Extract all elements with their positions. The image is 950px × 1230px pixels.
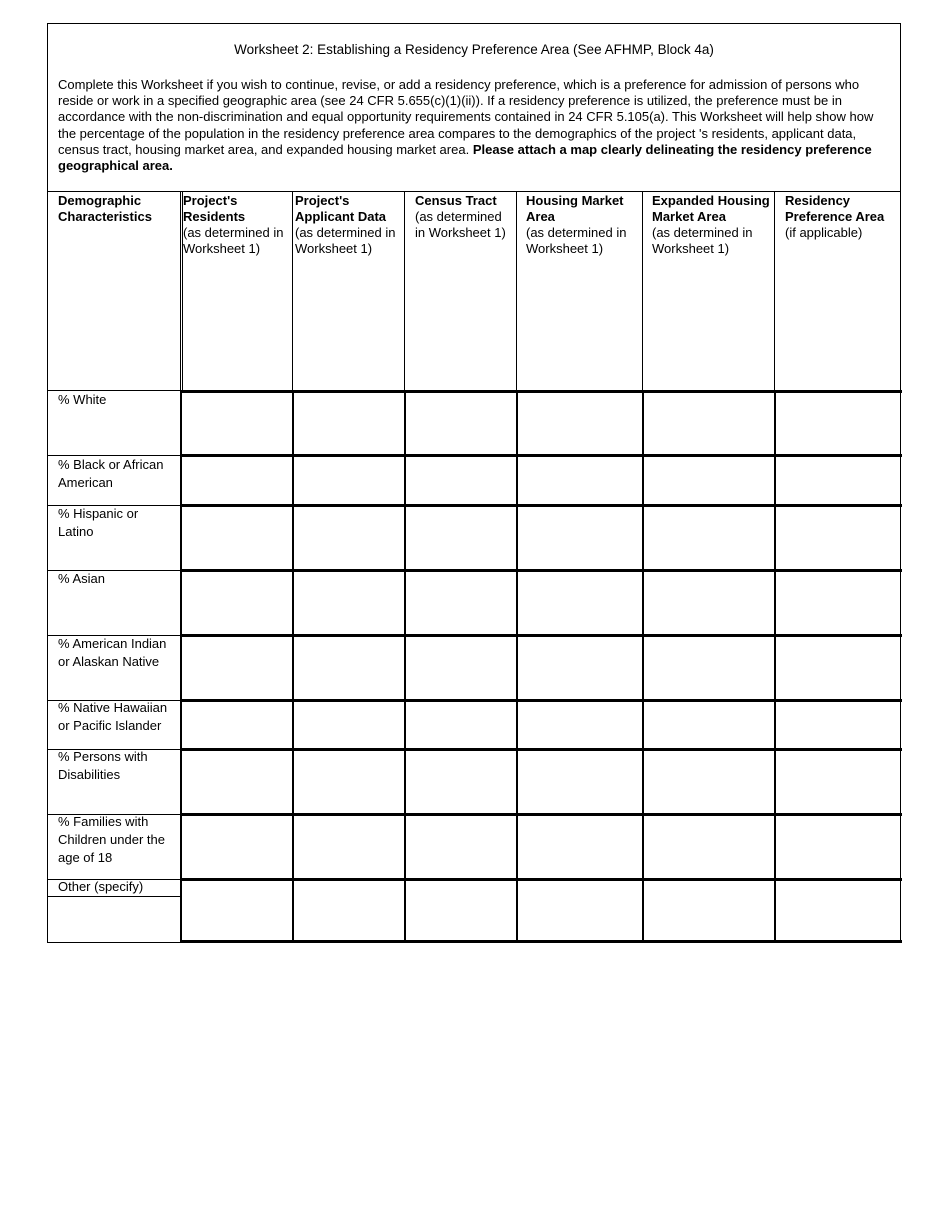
column-header-note: (as determined in Worksheet 1) <box>526 225 627 256</box>
input-cell[interactable] <box>518 393 642 454</box>
row-label-native-hawaiian: % Native Hawaiian or Pacific Islander <box>58 700 168 733</box>
column-header-title: Housing Market Area <box>526 193 624 224</box>
row-label-american-indian: % American Indian or Alaskan Native <box>58 636 167 669</box>
row-label-disabilities: % Persons with Disabilities <box>58 749 148 782</box>
input-cell[interactable] <box>644 393 774 454</box>
grid-col-line <box>180 390 182 943</box>
grid-col-line <box>516 390 518 943</box>
grid-line <box>180 813 902 816</box>
header-col-divider <box>180 192 181 391</box>
worksheet-title: Worksheet 2: Establishing a Residency Preference Area (See AFHMP, Block 4a) <box>234 42 714 57</box>
input-cell[interactable] <box>294 393 404 454</box>
grid-line <box>180 699 902 702</box>
column-header-residents <box>183 193 291 257</box>
instructions-text: Complete this Worksheet if you wish to continue, revise, or add a residency preference, which is a preference for admission of persons who reside or work in a specified geographic area (see 24 CFR 5.655(c)(1)(ii)). If a residency preference is utilized, the preference must be in accordance with the non-discrimination and equal opportunity requirements contained in 24 CFR 5.105(a). This Worksheet will help show how the percentage of the population in the residency preference area compares to the demographics of the project 's residents, applicant data, census tract, housing market area, and expanded housing market area. <box>58 77 874 157</box>
header-col-divider <box>774 192 775 391</box>
grid-line <box>180 940 902 943</box>
column-header-title: Project's Residents <box>183 193 246 224</box>
header-col-divider <box>642 192 643 391</box>
row-label-families-children: % Families with Children under the age of 18 <box>58 814 165 865</box>
column-header-note: (as determined in Worksheet 1) <box>415 209 506 240</box>
other-specify-input[interactable] <box>58 897 178 940</box>
row-label-other: Other (specify) <box>58 879 144 894</box>
grid-col-line <box>642 390 644 943</box>
row-label-black: % Black or African American <box>58 457 164 490</box>
column-header-housing-market <box>526 193 638 257</box>
row-label-asian: % Asian <box>58 571 105 586</box>
column-header-title: Project's Applicant Data <box>295 193 387 224</box>
column-header-expanded-market <box>652 193 770 257</box>
input-cell[interactable] <box>406 393 516 454</box>
header-col-divider <box>404 192 405 391</box>
header-divider <box>48 191 900 192</box>
input-cell[interactable] <box>776 393 900 454</box>
grid-line <box>180 504 902 507</box>
column-header-note: (as determined in Worksheet 1) <box>652 225 753 256</box>
grid-col-line <box>404 390 406 943</box>
input-cell[interactable] <box>182 393 292 454</box>
instructions-paragraph <box>58 77 894 174</box>
grid-col-line <box>774 390 776 943</box>
column-header-note: (if applicable) <box>785 225 863 240</box>
column-header-demographic <box>58 193 178 225</box>
grid-line <box>180 569 902 572</box>
worksheet-form <box>47 23 901 943</box>
row-label-hispanic: % Hispanic or Latino <box>58 506 139 539</box>
column-header-title: Census Tract <box>415 193 497 208</box>
column-header-applicant <box>295 193 403 257</box>
header-col-divider <box>516 192 517 391</box>
grid-line <box>180 878 902 881</box>
column-header-title: Residency Preference Area <box>785 193 885 224</box>
grid-col-line <box>292 390 294 943</box>
grid-line <box>180 454 902 457</box>
column-header-note: (as determined in Worksheet 1) <box>295 225 396 256</box>
column-header-residency-area <box>785 193 899 241</box>
instructions-bold-text: Please attach a map clearly delineating the residency preference geographical area. <box>58 141 872 174</box>
column-header-census <box>415 193 513 241</box>
column-header-title: Expanded Housing Market Area <box>652 193 770 224</box>
column-header-title: Demographic Characteristics <box>58 193 152 224</box>
column-header-note: (as determined in Worksheet 1) <box>183 225 284 256</box>
header-col-divider <box>292 192 293 391</box>
grid-line <box>180 634 902 637</box>
grid-line <box>180 748 902 751</box>
row-label-white: % White <box>58 392 107 407</box>
